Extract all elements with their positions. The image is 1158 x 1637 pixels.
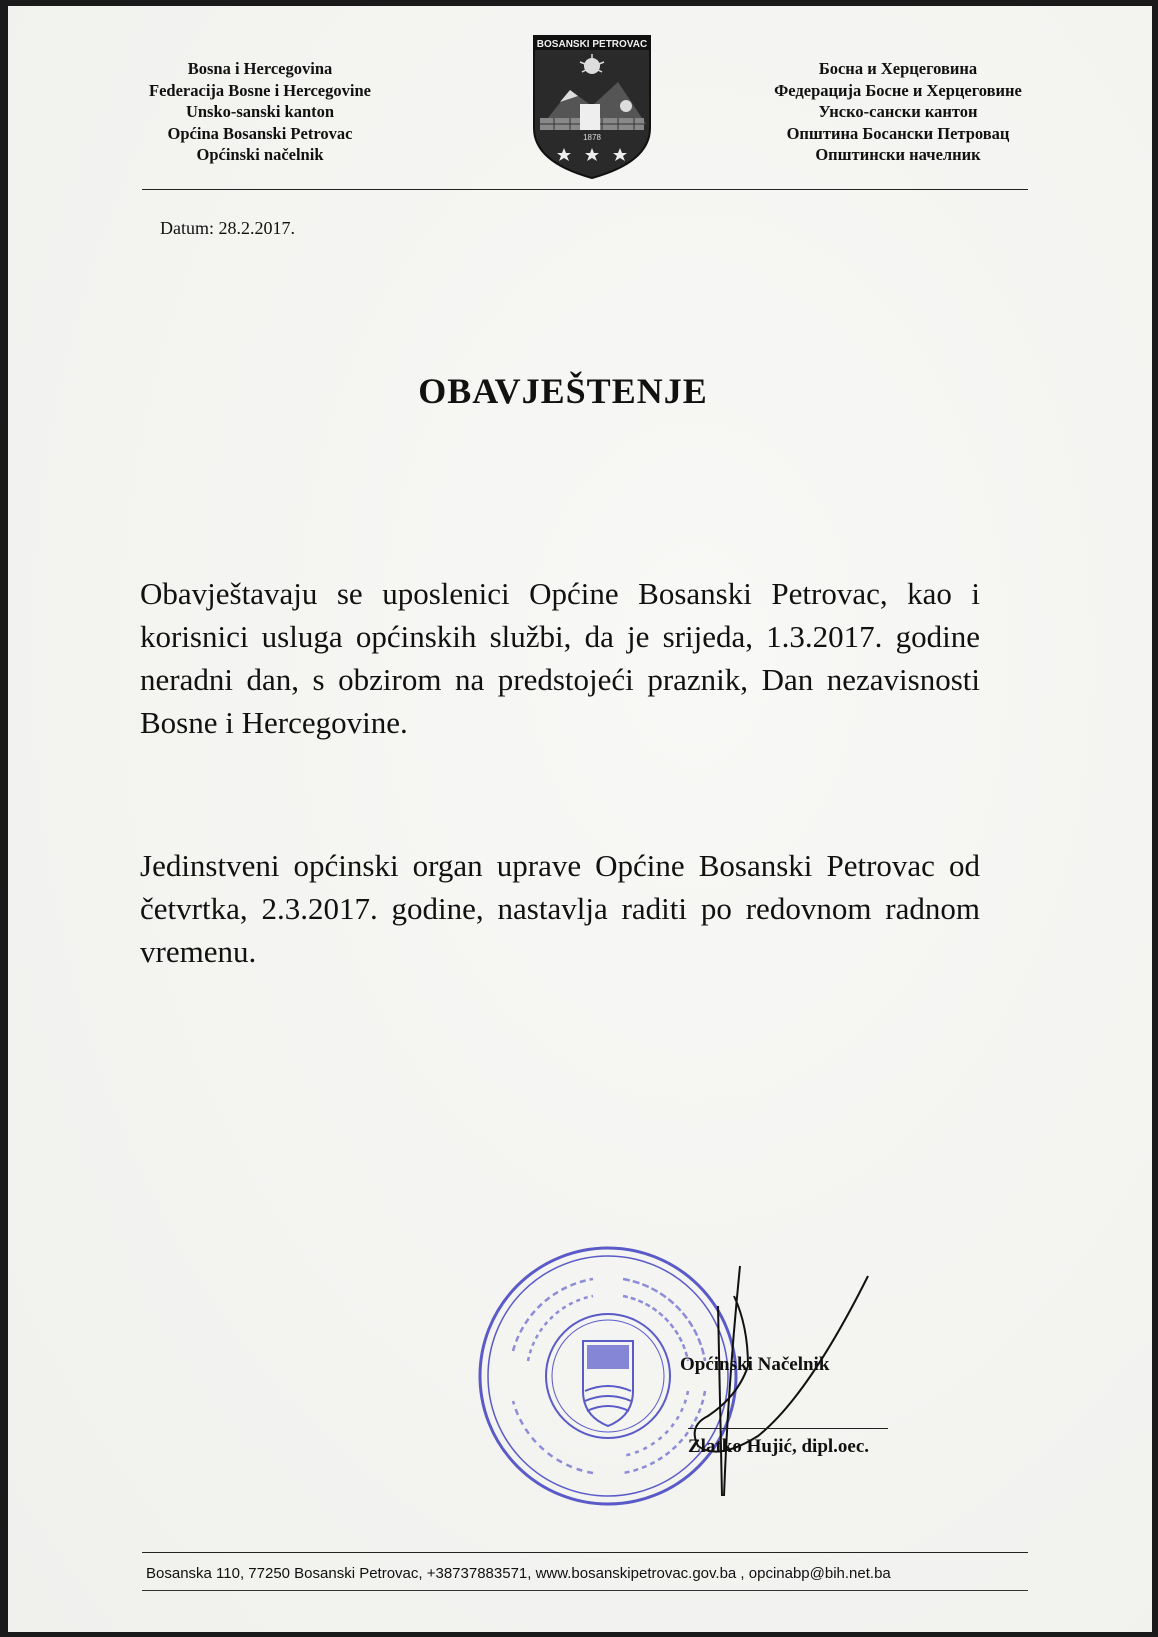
handwritten-signature (668, 1246, 908, 1506)
document-title: OBAVJEŠTENJE (418, 371, 708, 411)
crest-year: 1878 (583, 133, 601, 142)
body-paragraph: Jedinstveni općinski organ uprave Općine Bosanski Petrovac od četvrtka, 2.3.2017. godine, nastavlja raditi po redovnom radnom vremenu. (140, 848, 980, 969)
header-line: Босна и Херцеговина (818, 59, 978, 78)
header-line: Federacija Bosne i Hercegovine (149, 80, 371, 100)
footer-divider (142, 1552, 1028, 1553)
header-line: Unsko-sanski kanton (185, 102, 335, 121)
header-line: Bosna i Hercegovina (187, 59, 333, 78)
municipality-crest-logo (530, 32, 654, 182)
header-line: Општина Босански Петровац (786, 123, 1010, 143)
signature-line (688, 1428, 888, 1429)
header-line: Općinski načelnik (196, 145, 324, 164)
header-line: Унско-сански кантон (818, 102, 978, 121)
header-left-latin (120, 58, 400, 166)
signatory-name: Zlatko Hujić, dipl.oec. (688, 1436, 870, 1457)
header-line: Općina Bosanski Petrovac (167, 123, 353, 143)
header-divider (142, 189, 1028, 190)
document-page (8, 6, 1152, 1632)
document-date: Datum: 28.2.2017. (160, 218, 295, 238)
body-paragraph: Obavještavaju se uposlenici Općine Bosanski Petrovac, kao i korisnici usluga općinskih službi, da je srijeda, 1.3.2017. godine neradni dan, s obzirom na predstojeći praznik, Dan nezavisnosti Bosne i Hercegovine. (140, 576, 980, 740)
header-right-cyrillic (738, 58, 1058, 166)
footer-contact: Bosanska 110, 77250 Bosanski Petrovac, +38737883571, www.bosanskipetrovac.gov.ba , opcinabp@bih.net.ba (146, 1565, 891, 1582)
header-line: Федерација Босне и Херцеговине (774, 80, 1022, 100)
crest-banner-text: BOSANSKI PETROVAC (536, 39, 648, 50)
header-line: Општински начелник (815, 145, 981, 164)
footer-divider-bottom (142, 1590, 1028, 1591)
signatory-title: Općinski Načelnik (680, 1354, 830, 1375)
